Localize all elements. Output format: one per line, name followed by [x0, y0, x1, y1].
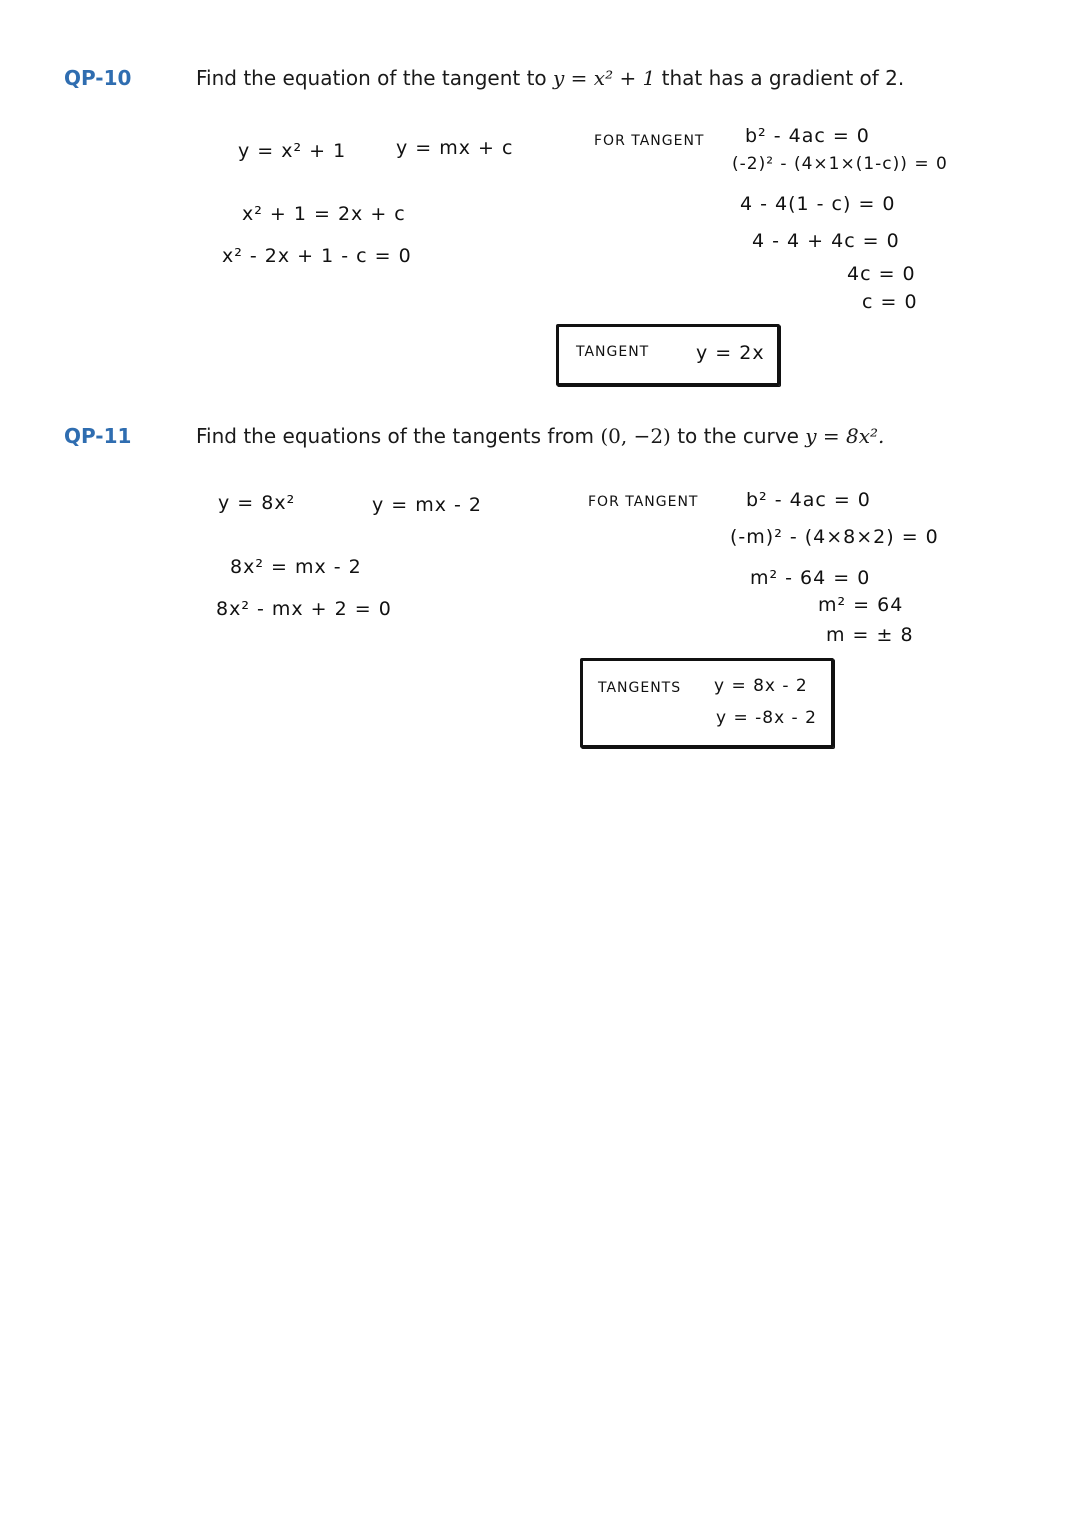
- question-text-middle: to the curve: [670, 424, 806, 448]
- condition-label: FOR TANGENT: [588, 494, 699, 510]
- working-line: y = x² + 1: [238, 140, 347, 162]
- working-line: (-2)² - (4×1×(1-c)) = 0: [732, 154, 948, 174]
- working-line: m² - 64 = 0: [750, 567, 871, 589]
- working-line: 8x² = mx - 2: [230, 556, 362, 578]
- working-line: (-m)² - (4×8×2) = 0: [730, 526, 939, 548]
- working-line: y = 8x²: [218, 492, 296, 514]
- working-line: x² + 1 = 2x + c: [242, 203, 406, 225]
- condition-label: FOR TANGENT: [594, 133, 705, 149]
- working-line: b² - 4ac = 0: [745, 125, 870, 147]
- question-text: [196, 66, 904, 90]
- working-line: 4 - 4(1 - c) = 0: [740, 193, 896, 215]
- working-line: 4 - 4 + 4c = 0: [752, 230, 900, 252]
- question-label: QP-11: [64, 424, 132, 448]
- question-text: [196, 424, 884, 448]
- answer-label: TANGENT: [576, 344, 650, 360]
- question-label: QP-10: [64, 66, 132, 90]
- working-line: y = mx - 2: [372, 494, 483, 516]
- answer-equation: y = 8x - 2: [714, 676, 808, 696]
- question-point: (0, −2): [600, 424, 671, 448]
- working-line: 8x² - mx + 2 = 0: [216, 598, 392, 620]
- working-line: y = mx + c: [396, 137, 514, 159]
- question-equation: y = x² + 1: [553, 66, 656, 90]
- answer-equation: y = 2x: [696, 342, 765, 364]
- answer-label: TANGENTS: [598, 680, 682, 696]
- answer-box: [580, 658, 834, 748]
- question-text-suffix: that has a gradient of 2.: [655, 66, 905, 90]
- working-line: c = 0: [862, 291, 918, 313]
- working-line: x² - 2x + 1 - c = 0: [222, 245, 412, 267]
- question-text-prefix: Find the equation of the tangent to: [196, 66, 554, 90]
- question-equation: y = 8x².: [805, 424, 885, 448]
- working-line: b² - 4ac = 0: [746, 489, 871, 511]
- answer-equation: y = -8x - 2: [716, 708, 817, 728]
- answer-box: [556, 324, 780, 386]
- working-line: 4c = 0: [847, 263, 916, 285]
- working-line: m² = 64: [818, 594, 904, 616]
- question-text-prefix: Find the equations of the tangents from: [196, 424, 601, 448]
- working-line: m = ± 8: [826, 624, 914, 646]
